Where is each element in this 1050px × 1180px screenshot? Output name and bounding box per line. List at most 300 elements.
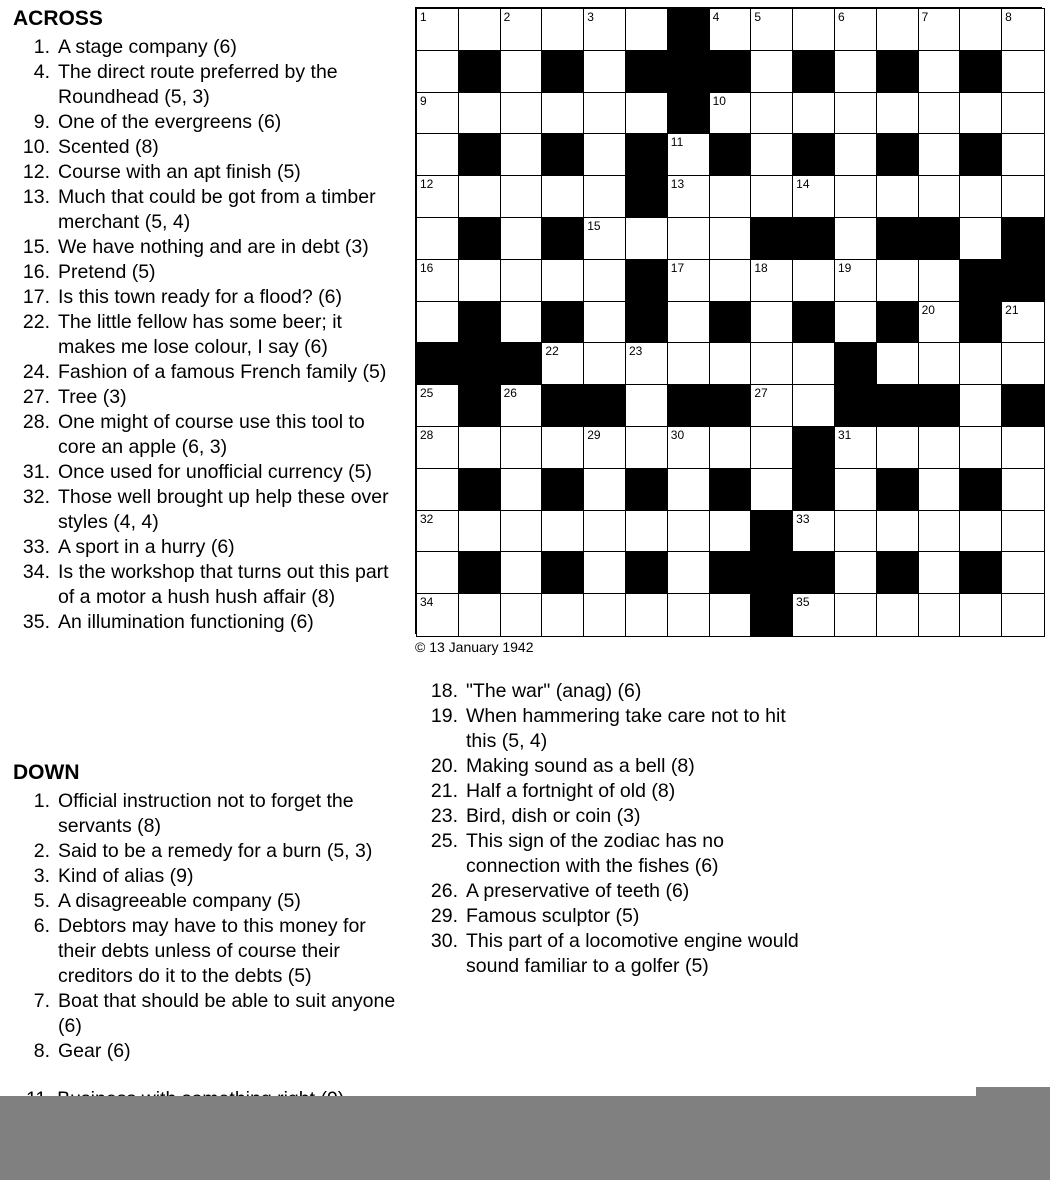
grid-cell[interactable] <box>835 260 877 302</box>
grid-cell[interactable] <box>960 594 1002 636</box>
grid-cell[interactable] <box>501 9 543 51</box>
grid-cell[interactable] <box>542 343 584 385</box>
copyright-notice: © 13 January 1942 <box>415 639 534 655</box>
grid-cell[interactable] <box>459 260 501 302</box>
clue-item <box>0 1039 402 1064</box>
grid-cell[interactable] <box>501 176 543 218</box>
grid-cell-number: 19 <box>837 260 852 275</box>
clue-item <box>0 160 400 185</box>
clue-item <box>0 560 400 610</box>
grid-cell[interactable] <box>584 218 626 260</box>
grid-cell[interactable] <box>793 260 835 302</box>
grid-cell-black <box>710 302 752 344</box>
down-clue-list <box>0 789 402 1064</box>
grid-cell[interactable] <box>835 9 877 51</box>
grid-cell-black <box>835 343 877 385</box>
clue-item <box>0 360 400 385</box>
grid-cell[interactable] <box>1002 594 1044 636</box>
grid-cell-black <box>793 302 835 344</box>
grid-cell-black <box>1002 260 1044 302</box>
clue-item <box>408 779 808 804</box>
grid-cell[interactable] <box>877 176 919 218</box>
grid-cell-number: 12 <box>420 177 434 192</box>
grid-cell[interactable] <box>877 93 919 135</box>
grid-cell[interactable] <box>459 594 501 636</box>
grid-cell[interactable] <box>626 218 668 260</box>
grid-cell[interactable] <box>1002 176 1044 218</box>
grid-cell-number: 34 <box>420 595 434 610</box>
grid-cell[interactable] <box>417 218 459 260</box>
grid-cell-black <box>710 51 752 93</box>
grid-cell[interactable] <box>835 93 877 135</box>
grid-cell-black <box>877 218 919 260</box>
grid-cell[interactable] <box>1002 9 1044 51</box>
grid-cell[interactable] <box>626 427 668 469</box>
clue-text: A sport in a hurry (6) <box>58 536 235 558</box>
grid-cell[interactable] <box>751 427 793 469</box>
grid-cell-black <box>459 469 501 511</box>
grid-cell[interactable] <box>417 594 459 636</box>
grid-cell-number: 31 <box>837 427 852 442</box>
grid-cell-black <box>877 51 919 93</box>
grid-cell[interactable] <box>626 511 668 553</box>
clue-number: 29. <box>430 905 458 927</box>
grid-cell[interactable] <box>542 176 584 218</box>
grid-cell[interactable] <box>835 51 877 93</box>
grid-cell[interactable] <box>877 427 919 469</box>
grid-cell[interactable] <box>919 302 961 344</box>
clue-item <box>408 904 808 929</box>
grid-cell[interactable] <box>960 343 1002 385</box>
grid-cell[interactable] <box>668 427 710 469</box>
clue-item <box>0 460 400 485</box>
grid-cell[interactable] <box>584 9 626 51</box>
grid-cell[interactable] <box>1002 552 1044 594</box>
grid-cell[interactable] <box>417 134 459 176</box>
clue-text: Making sound as a bell (8) <box>466 755 695 777</box>
grid-cell-number: 10 <box>712 93 726 108</box>
grid-cell[interactable] <box>668 176 710 218</box>
grid-cell[interactable] <box>626 594 668 636</box>
grid-cell-number: 33 <box>796 511 810 526</box>
grid-cell-number: 35 <box>796 595 810 610</box>
grid-cell[interactable] <box>919 594 961 636</box>
grid-cell[interactable] <box>417 469 459 511</box>
grid-cell-number: 6 <box>837 10 845 24</box>
grid-cell[interactable] <box>501 511 543 553</box>
grid-cell[interactable] <box>919 511 961 553</box>
grid-cell[interactable] <box>751 51 793 93</box>
grid-cell[interactable] <box>793 385 835 427</box>
grid-cell[interactable] <box>835 511 877 553</box>
grid-cell[interactable] <box>751 93 793 135</box>
clue-text: Famous sculptor (5) <box>466 905 640 927</box>
grid-cell[interactable] <box>668 302 710 344</box>
grid-cell[interactable] <box>877 343 919 385</box>
clue-text: A disagreeable company (5) <box>58 890 301 912</box>
grid-cell-black <box>877 385 919 427</box>
grid-cell[interactable] <box>751 385 793 427</box>
grid-cell-black <box>793 51 835 93</box>
grid-cell[interactable] <box>584 260 626 302</box>
grid-cell[interactable] <box>459 176 501 218</box>
grid-cell-number: 22 <box>545 344 559 359</box>
grid-cell-number: 27 <box>754 386 768 401</box>
grid-cell[interactable] <box>417 9 459 51</box>
clue-number: 28. <box>22 411 50 433</box>
grid-cell[interactable] <box>751 469 793 511</box>
grid-cell-number: 3 <box>587 10 594 24</box>
grid-cell[interactable] <box>417 260 459 302</box>
grid-cell[interactable] <box>584 93 626 135</box>
grid-cell-number: 11 <box>670 135 684 150</box>
grid-cell-black <box>626 176 668 218</box>
grid-cell[interactable] <box>584 51 626 93</box>
clue-text: Boat that should be able to suit anyone (6) <box>58 990 396 1037</box>
grid-cell-number: 9 <box>420 93 427 108</box>
grid-cell[interactable] <box>877 511 919 553</box>
grid-cell[interactable] <box>584 343 626 385</box>
clue-item <box>0 310 400 360</box>
grid-cell[interactable] <box>626 93 668 135</box>
grid-cell[interactable] <box>459 93 501 135</box>
grid-cell[interactable] <box>1002 511 1044 553</box>
grid-cell-black <box>919 218 961 260</box>
grid-cell-black <box>1002 218 1044 260</box>
grid-cell[interactable] <box>710 594 752 636</box>
grid-cell-black <box>1002 385 1044 427</box>
clue-number: 32. <box>22 486 50 508</box>
grid-cell[interactable] <box>960 385 1002 427</box>
grid-cell[interactable] <box>584 469 626 511</box>
grid-cell-black <box>710 134 752 176</box>
grid-cell[interactable] <box>501 51 543 93</box>
grid-cell-black <box>668 93 710 135</box>
grid-cell[interactable] <box>584 511 626 553</box>
clue-item <box>408 704 808 754</box>
grid-cell[interactable] <box>584 134 626 176</box>
clue-text: Once used for unofficial currency (5) <box>58 461 372 483</box>
grid-cell-black <box>793 469 835 511</box>
grid-cell[interactable] <box>710 511 752 553</box>
clue-item <box>0 110 400 135</box>
grid-cell-black <box>710 552 752 594</box>
grid-cell[interactable] <box>1002 51 1044 93</box>
grid-cell-number: 5 <box>754 10 762 24</box>
grid-cell[interactable] <box>751 9 793 51</box>
grid-cell[interactable] <box>501 469 543 511</box>
clue-number: 17. <box>22 286 50 308</box>
grid-cell-black <box>710 469 752 511</box>
grid-cell[interactable] <box>919 9 961 51</box>
clue-number: 22. <box>22 311 50 333</box>
clue-item <box>0 410 400 460</box>
clue-item <box>0 385 400 410</box>
grid-cell-black <box>877 469 919 511</box>
grid-cell[interactable] <box>542 93 584 135</box>
grid-cell[interactable] <box>793 594 835 636</box>
grid-cell[interactable] <box>626 343 668 385</box>
grid-cell[interactable] <box>710 260 752 302</box>
grid-cell[interactable] <box>751 343 793 385</box>
grid-cell[interactable] <box>584 552 626 594</box>
grid-cell-black <box>668 9 710 51</box>
down-clue-list-continued <box>408 679 808 979</box>
clue-number: 5. <box>33 890 50 912</box>
grid-cell[interactable] <box>793 93 835 135</box>
grid-cell[interactable] <box>542 260 584 302</box>
grid-cell[interactable] <box>793 343 835 385</box>
grid-cell[interactable] <box>501 594 543 636</box>
grid-cell[interactable] <box>417 511 459 553</box>
clue-text: "The war" (anag) (6) <box>466 680 642 702</box>
grid-cell[interactable] <box>835 302 877 344</box>
clue-number: 35. <box>22 611 50 633</box>
grid-cell[interactable] <box>751 134 793 176</box>
grid-cell[interactable] <box>835 469 877 511</box>
grid-cell[interactable] <box>710 427 752 469</box>
grid-cell[interactable] <box>668 511 710 553</box>
clue-number: 27. <box>22 386 50 408</box>
grid-cell-black <box>960 260 1002 302</box>
grid-cell[interactable] <box>960 93 1002 135</box>
grid-cell-black <box>751 552 793 594</box>
grid-cell[interactable] <box>501 552 543 594</box>
grid-cell[interactable] <box>919 260 961 302</box>
clue-item <box>0 914 402 989</box>
grid-cell-number: 14 <box>796 177 810 192</box>
grid-cell[interactable] <box>919 552 961 594</box>
clue-text: A stage company (6) <box>58 36 237 58</box>
bottom-gray-bar <box>0 1096 1050 1180</box>
grid-cell[interactable] <box>919 469 961 511</box>
clue-number: 33. <box>22 536 50 558</box>
grid-cell-black <box>960 469 1002 511</box>
grid-cell[interactable] <box>919 134 961 176</box>
clue-item <box>0 60 400 110</box>
clue-text: Tree (3) <box>58 386 127 408</box>
clue-text: Bird, dish or coin (3) <box>466 805 641 827</box>
clue-item <box>0 285 400 310</box>
grid-cell[interactable] <box>542 594 584 636</box>
across-heading: ACROSS <box>13 7 103 30</box>
grid-cell[interactable] <box>626 385 668 427</box>
grid-cell-number: 23 <box>628 344 643 359</box>
grid-cell[interactable] <box>417 552 459 594</box>
clue-item <box>0 989 402 1039</box>
grid-cell-black <box>459 343 501 385</box>
grid-cell[interactable] <box>1002 134 1044 176</box>
grid-cell-number: 13 <box>670 177 685 192</box>
grid-cell-black <box>626 260 668 302</box>
grid-cell-number: 4 <box>712 10 720 24</box>
grid-cell[interactable] <box>668 552 710 594</box>
grid-cell[interactable] <box>501 427 543 469</box>
grid-cell[interactable] <box>459 427 501 469</box>
grid-cell[interactable] <box>417 176 459 218</box>
grid-cell[interactable] <box>1002 343 1044 385</box>
clue-item <box>0 839 402 864</box>
clue-item <box>408 754 808 779</box>
grid-cell-number: 26 <box>503 386 517 401</box>
grid-cell[interactable] <box>960 511 1002 553</box>
grid-cell[interactable] <box>417 93 459 135</box>
grid-cell[interactable] <box>417 385 459 427</box>
grid-cell-black <box>751 218 793 260</box>
grid-cell[interactable] <box>710 9 752 51</box>
grid-cell-black <box>793 427 835 469</box>
grid-cell[interactable] <box>584 427 626 469</box>
clue-text: Kind of alias (9) <box>58 865 194 887</box>
clue-text: Pretend (5) <box>58 261 156 283</box>
grid-cell-black <box>626 469 668 511</box>
clue-number: 19. <box>430 705 458 727</box>
grid-cell[interactable] <box>1002 469 1044 511</box>
grid-cell[interactable] <box>877 9 919 51</box>
grid-cell[interactable] <box>919 176 961 218</box>
grid-cell-black <box>919 385 961 427</box>
grid-cell-number: 28 <box>420 427 434 442</box>
grid-cell[interactable] <box>793 176 835 218</box>
grid-cell-black <box>835 385 877 427</box>
grid-cell-black <box>960 134 1002 176</box>
grid-cell-number: 29 <box>587 427 601 442</box>
grid-cell[interactable] <box>542 511 584 553</box>
clue-number: 1. <box>33 790 50 812</box>
grid-cell[interactable] <box>835 176 877 218</box>
clue-item <box>0 235 400 260</box>
grid-cell[interactable] <box>919 93 961 135</box>
grid-cell[interactable] <box>417 302 459 344</box>
grid-cell[interactable] <box>542 427 584 469</box>
clue-text: Those well brought up help these over styles (4, 4) <box>58 486 389 533</box>
grid-cell[interactable] <box>835 218 877 260</box>
grid-cell[interactable] <box>751 176 793 218</box>
clue-number: 3. <box>33 865 50 887</box>
grid-cell[interactable] <box>668 594 710 636</box>
clue-number: 16. <box>22 261 50 283</box>
grid-cell[interactable] <box>751 260 793 302</box>
clue-item <box>0 35 400 60</box>
grid-cell[interactable] <box>668 134 710 176</box>
grid-cell[interactable] <box>459 511 501 553</box>
grid-cell[interactable] <box>668 218 710 260</box>
grid-cell-black <box>960 51 1002 93</box>
grid-cell[interactable] <box>459 9 501 51</box>
grid-cell-number: 8 <box>1005 10 1012 24</box>
grid-cell[interactable] <box>919 343 961 385</box>
grid-cell[interactable] <box>1002 302 1044 344</box>
grid-cell[interactable] <box>960 218 1002 260</box>
grid-cell[interactable] <box>501 218 543 260</box>
grid-cell[interactable] <box>793 9 835 51</box>
grid-cell[interactable] <box>710 218 752 260</box>
grid-cell[interactable] <box>877 594 919 636</box>
grid-cell[interactable] <box>501 93 543 135</box>
clue-item <box>0 260 400 285</box>
grid-cell[interactable] <box>668 343 710 385</box>
grid-cell[interactable] <box>710 176 752 218</box>
grid-cell[interactable] <box>501 385 543 427</box>
grid-cell[interactable] <box>1002 93 1044 135</box>
clue-number: 8. <box>33 1040 50 1062</box>
grid-cell[interactable] <box>877 260 919 302</box>
grid-cell[interactable] <box>584 176 626 218</box>
clue-item <box>408 829 808 879</box>
clue-number: 23. <box>430 805 458 827</box>
grid-cell[interactable] <box>584 594 626 636</box>
clue-number: 9. <box>33 111 50 133</box>
clue-item <box>0 535 400 560</box>
grid-cell[interactable] <box>710 93 752 135</box>
clue-text: Course with an apt finish (5) <box>58 161 301 183</box>
grid-cell[interactable] <box>919 51 961 93</box>
grid-cell-black <box>584 385 626 427</box>
grid-cell[interactable] <box>960 427 1002 469</box>
grid-cell[interactable] <box>501 260 543 302</box>
grid-cell[interactable] <box>835 134 877 176</box>
grid-cell-black <box>877 552 919 594</box>
grid-cell[interactable] <box>501 302 543 344</box>
clue-text: Much that could be got from a timber merchant (5, 4) <box>58 186 376 233</box>
grid-cell-number: 16 <box>420 260 434 275</box>
grid-cell-black <box>710 385 752 427</box>
grid-cell-black <box>542 302 584 344</box>
clue-number: 30. <box>430 930 458 952</box>
clue-text: Fashion of a famous French family (5) <box>58 361 387 383</box>
grid-cell[interactable] <box>835 427 877 469</box>
grid-cell[interactable] <box>919 427 961 469</box>
clue-number: 7. <box>33 990 50 1012</box>
clue-text: Gear (6) <box>58 1040 131 1062</box>
grid-cell[interactable] <box>417 427 459 469</box>
grid-cell[interactable] <box>960 9 1002 51</box>
clue-number: 12. <box>22 161 50 183</box>
clue-number: 25. <box>430 830 458 852</box>
grid-cell[interactable] <box>668 260 710 302</box>
bottom-gray-bar-tab <box>976 1087 1050 1099</box>
clue-text: This part of a locomotive engine would sound familiar to a golfer (5) <box>466 930 799 977</box>
grid-cell-black <box>877 302 919 344</box>
grid-cell[interactable] <box>835 594 877 636</box>
grid-cell[interactable] <box>501 134 543 176</box>
clue-text: Is the workshop that turns out this part of a motor a hush hush affair (8) <box>58 561 389 608</box>
grid-cell[interactable] <box>668 469 710 511</box>
clue-number: 31. <box>22 461 50 483</box>
grid-cell-black <box>751 511 793 553</box>
grid-cell[interactable] <box>542 9 584 51</box>
grid-cell[interactable] <box>584 302 626 344</box>
clue-item <box>408 679 808 704</box>
clue-item <box>0 610 400 635</box>
grid-cell[interactable] <box>793 511 835 553</box>
clue-item <box>0 889 402 914</box>
clue-number: 24. <box>22 361 50 383</box>
grid-cell[interactable] <box>1002 427 1044 469</box>
grid-cell[interactable] <box>626 9 668 51</box>
clue-number: 2. <box>33 840 50 862</box>
grid-cell[interactable] <box>751 302 793 344</box>
grid-cell[interactable] <box>710 343 752 385</box>
clue-text: A preservative of teeth (6) <box>466 880 690 902</box>
clue-text: An illumination functioning (6) <box>58 611 314 633</box>
grid-cell[interactable] <box>417 51 459 93</box>
grid-cell-black <box>459 51 501 93</box>
grid-cell-black <box>501 343 543 385</box>
grid-cell[interactable] <box>960 176 1002 218</box>
grid-cell[interactable] <box>835 552 877 594</box>
clue-number: 15. <box>22 236 50 258</box>
